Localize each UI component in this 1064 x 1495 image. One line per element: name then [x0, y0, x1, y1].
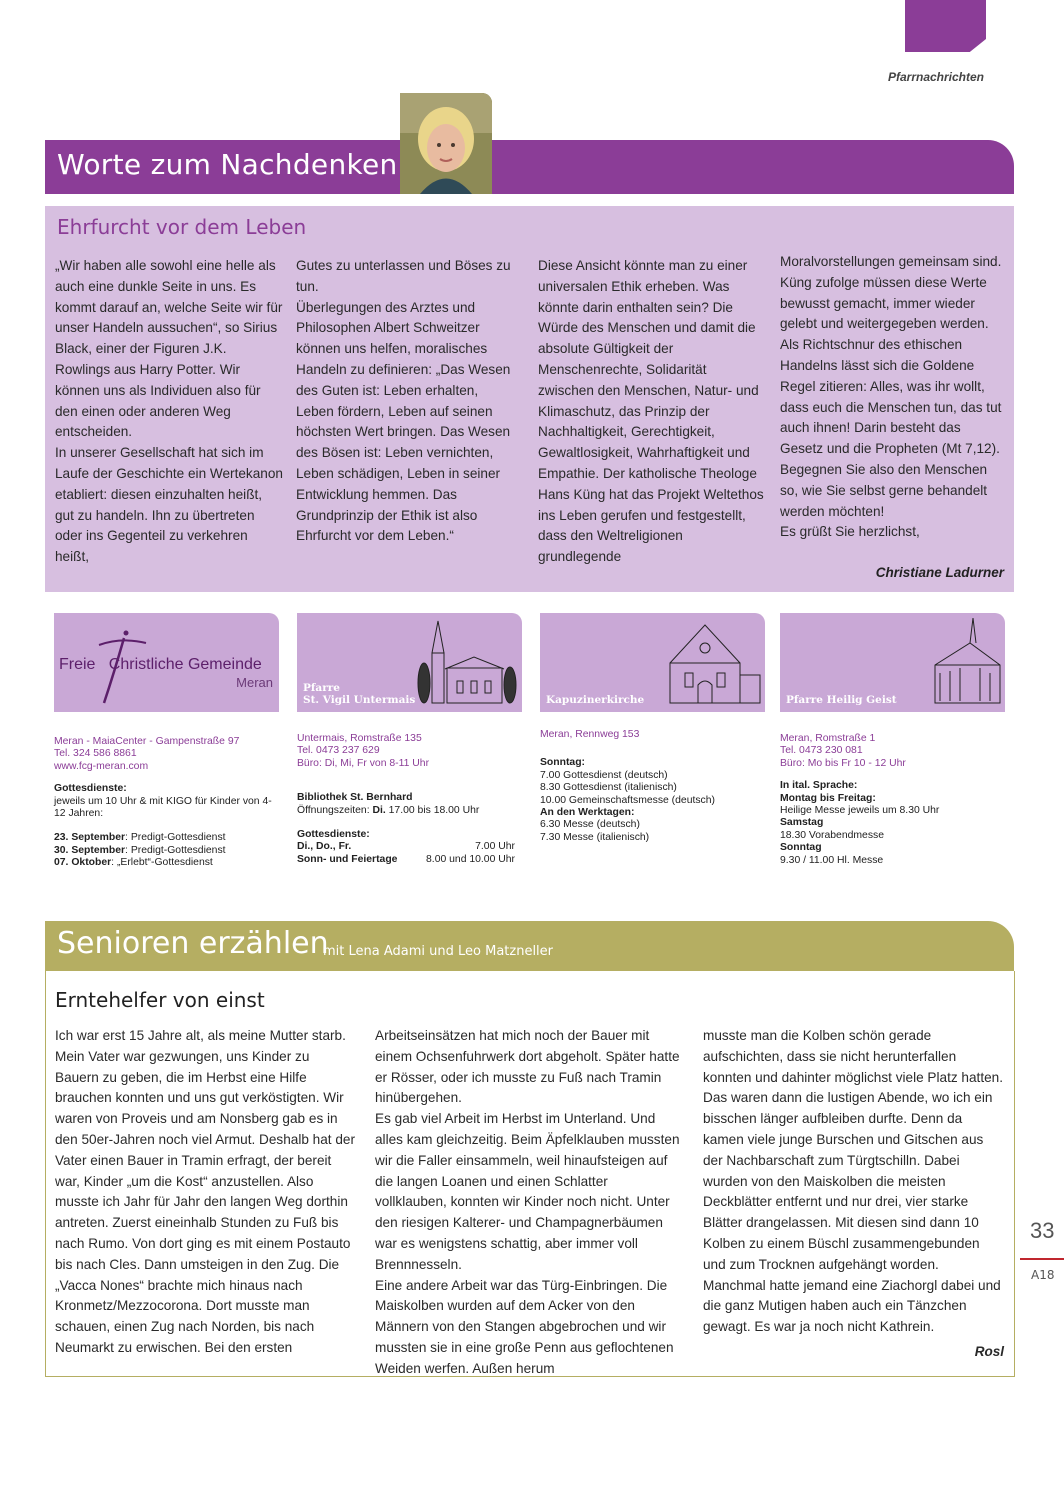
- page-code: A18: [1031, 1268, 1055, 1282]
- senioren-header-band: [45, 921, 1014, 971]
- phone: Tel. 324 586 8861: [54, 748, 137, 760]
- text: Heilige Messe jeweils um 8.30 Uhr: [780, 805, 940, 817]
- logo-word: Christliche: [108, 656, 184, 673]
- senioren-with: mit Lena Adami und Leo Matzneller: [323, 944, 554, 959]
- senioren-column-2: [375, 1026, 683, 1380]
- paragraph: Überlegungen des Arztes und Philosophen Albert Schweitzer können uns helfen, moralisches Handeln zu definieren: „Das Wesen des Guten ist: Leben erhalten, Leben fördern, Leben auf seinen höchsten Wert bringen. Das Wesen des Bösen ist: Leben vernichten, Leben schädigen, Leben in seiner Entwicklung hemmen. Das Grundprinzip der Ethik ist also Ehrfurcht vor dem Leben.“: [296, 299, 511, 544]
- senioren-column-1: [55, 1026, 355, 1359]
- paragraph: In unserer Gesellschaft hat sich im Laufe der Geschichte ein Wertekanon etabliert: diesen einzuhalten heißt, gut zu handeln. Ihn zu übertreten oder ins Gegenteil zu verkehren heißt,: [55, 445, 283, 565]
- senioren-column-3: [703, 1026, 1005, 1338]
- paragraph: Es gab viel Arbeit im Herbst im Unterland. Und alles kam gleichzeitig. Beim Äpfelklauben mussten wir die Faller einsammeln, weil hinaufsteigen auf die langen Loanen und einen Schlatter vollklauben, konnten wir Kinder noch nicht. Unter den riesigen Kalterer- und Champagnerbäumen war es wenigstens schattig, aber immer voll Brennnesseln.: [375, 1111, 680, 1272]
- paragraph: „Wir haben alle sowohl eine helle als auch eine dunkle Seite in uns. Es kommt darauf an, welche Seite wir für unser Handeln aussuchen“, so Sirius Black, einer der Figuren J.K. Rowlings aus Harry Potter. Wir können uns als Individuen also für den einen oder anderen Weg entscheiden.: [55, 258, 283, 440]
- paragraph: Arbeitseinsätzen hat mich noch der Bauer mit einem Ochsenfuhrwerk dort abgeholt. Später hatte er Rösser, oder ich musste zu Fuß nach Tramin hinübergehen.: [375, 1028, 680, 1106]
- church-name-line: Pfarre: [303, 682, 340, 694]
- section-tab: [905, 0, 986, 52]
- senioren-signature: Rosl: [974, 1344, 1004, 1359]
- text: Öffnungszeiten: Di. 17.00 bis 18.00 Uhr: [297, 804, 480, 816]
- page-number: 33: [1030, 1218, 1055, 1243]
- church-name: [303, 682, 415, 706]
- worte-column-2: [296, 256, 518, 547]
- church-name-line: St. Vigil Untermais: [303, 694, 416, 706]
- senioren-title: Senioren erzählen: [57, 926, 329, 961]
- church-name: Kapuzinerkirche: [546, 694, 645, 706]
- heiliggeist-info: [780, 733, 1005, 867]
- paragraph: Moralvorstellungen gemeinsam sind. Küng zufolge müssen diese Werte bewusst gemacht, immer wieder gelebt und weitergegeben werden. Als Richtschnur des ethischen Handelns lässt sich die Goldene Regel zitieren: Alles, was ihr wollt, dass euch die Menschen tun, das tut auch ihnen! Darin besteht das Gesetz und die Propheten (Mt 7,12).: [780, 254, 1002, 457]
- vigil-card: [297, 613, 522, 712]
- section-label: Pfarrnachrichten: [887, 70, 984, 84]
- paragraph: Gutes zu unterlassen und Böses zu tun.: [296, 258, 511, 294]
- church-name: Pfarre Heilig Geist: [786, 694, 897, 706]
- address: Meran, Romstraße 1: [780, 733, 876, 744]
- logo-word: Gemeinde: [187, 656, 262, 673]
- date-row: 23. September: Predigt-Gottesdienst: [54, 832, 226, 844]
- text: 9.30 / 11.00 Hl. Messe: [780, 854, 884, 866]
- address: Meran - MaiaCenter - Gampenstraße 97: [54, 736, 240, 747]
- logo-city: Meran: [236, 675, 273, 690]
- senioren-body: [45, 971, 1015, 1377]
- heading: Gottesdienste:: [297, 829, 370, 841]
- paragraph: Eine andere Arbeit war das Türg-Einbringen. Die Maiskolben wurden auf dem Acker von den Männern von den Stangen abgebrochen und wir mussten sie in eine große Penn aus geflochtenen Weiden werfen. Außen herum: [375, 1277, 674, 1376]
- author-photo: [400, 93, 492, 194]
- kapuziner-card: [540, 613, 765, 712]
- worte-signature: Christiane Ladurner: [875, 565, 1004, 580]
- address: Untermais, Romstraße 135: [297, 733, 422, 744]
- paragraph: Das waren dann die lustigen Abende, wo ich ein bisschen länger aufbleiben durfte. Denn da kamen viele junge Burschen und Gitschen aus der Nachbarschaft zum Türgtschilln. Dabei wurden von den Maiskolben die meisten Deckblätter entfernt und nur drei, vier starke Blätter drangelassen. Mit diesen sind dann 10 Kolben zu einem Büschl zusammengebunden und zum Trocknen aufgehängt worden. Manchmal hatte jemand eine Ziachorgl dabei und die ganz Mutigen haben auch ein Tänzchen gewagt. Es war ja noch nicht Kathrein.: [703, 1090, 1001, 1335]
- paragraph: musste man die Kolben schön gerade aufschichten, dass sie nicht herunterfallen konnten und dahinter möglichst viele Platz hatten.: [703, 1028, 1004, 1085]
- text: jeweils um 10 Uhr & mit KIGO für Kinder von 4-12 Jahren:: [54, 795, 272, 820]
- website-link[interactable]: www.fcg-meran.com: [54, 760, 149, 772]
- page-number-divider: [1020, 1258, 1064, 1260]
- heading: Gottesdienste:: [54, 783, 127, 795]
- text: 6.30 Messe (deutsch): [540, 819, 640, 831]
- heading: Montag bis Freitag:: [780, 792, 876, 804]
- paragraph: Diese Ansicht könnte man zu einer universalen Ethik erheben. Was könnte darin enthalten sein? Die Würde des Menschen und damit die absolute Gültigkeit der Menschenrechte, Solidarität zwischen den Menschen, Natur- und Klimaschutz, das Prinzip der Nachhaltigkeit, Gerechtigkeit, Gewaltlosigkeit, Wahrhaftigkeit und Empathie. Der katholische Theologe Hans Küng hat das Projekt Weltethos ins Leben gerufen und festgestellt, dass den Weltreligionen grundlegende: [538, 258, 764, 565]
- date-row: 30. September: Predigt-Gottesdienst: [54, 844, 226, 856]
- text: 7.30 Messe (italienisch): [540, 831, 650, 843]
- office-hours: Büro: Di, Mi, Fr von 8-11 Uhr: [297, 757, 430, 769]
- worte-column-4: [780, 252, 1002, 543]
- worte-header-band: [45, 140, 1014, 194]
- heading: In ital. Sprache:: [780, 780, 858, 792]
- heiliggeist-card: [780, 613, 1005, 712]
- paragraph: Es grüßt Sie herzlichst,: [780, 524, 920, 540]
- schedule-row: Di., Do., Fr. 7.00 Uhr: [297, 841, 515, 853]
- heading: Sonntag: [780, 842, 822, 854]
- logo-word: Freie: [59, 656, 96, 673]
- office-hours: Büro: Mo bis Fr 10 - 12 Uhr: [780, 757, 906, 769]
- fcg-info: [54, 736, 282, 870]
- phone: Tel. 0473 230 081: [780, 745, 863, 757]
- heading: Samstag: [780, 817, 824, 829]
- worte-column-3: [538, 256, 764, 568]
- heading: Sonntag:: [540, 757, 586, 769]
- date-row: 07. Oktober: „Erlebt“-Gottesdienst: [54, 857, 213, 869]
- text: 18.30 Vorabendmesse: [780, 829, 884, 841]
- text: 10.00 Gemeinschaftsmesse (deutsch): [540, 794, 715, 806]
- senioren-subtitle: Erntehelfer von einst: [55, 988, 265, 1012]
- schedule-row: Sonn- und Feiertage 8.00 und 10.00 Uhr: [297, 853, 515, 865]
- heading: Bibliothek St. Bernhard: [297, 792, 413, 804]
- text: 7.00 Gottesdienst (deutsch): [540, 769, 668, 781]
- paragraph: Ich war erst 15 Jahre alt, als meine Mutter starb. Mein Vater war gezwungen, uns Kinder zu Bauern zu geben, die im Herbst eine Hilfe brauchen konnten und uns gut verköstigten. Wir waren von Proveis und am Nonsberg gab es in den 50er-Jahren noch viel Armut. Deshalb hat der Vater einen Bauer in Tramin erfragt, der bereit war, Kinder „um die Kost“ anzustellen. Also musste ich Jahr für Jahr den langen Weg dorthin antreten. Zuerst eineinhalb Stunden zu Fuß bis nach Rumo. Von dort ging es mit einem Postauto bis nach Cles. Dann umsteigen in den Zug. Die „Vacca Nones“ brachte mich hinaus nach Kronmetz/Mezzocorona. Dort musste man schauen, einen Zug nach Norden, bis nach Neumarkt zu erwischen. Bei den ersten: [55, 1028, 355, 1355]
- worte-column-1: [55, 256, 283, 568]
- kapuziner-info: [540, 729, 765, 844]
- text: 8.30 Gottesdienst (italienisch): [540, 782, 677, 794]
- vigil-info: [297, 733, 515, 866]
- address: Meran, Rennweg 153: [540, 729, 640, 740]
- fcg-logo-card: [54, 613, 279, 712]
- worte-subtitle: Ehrfurcht vor dem Leben: [57, 215, 307, 239]
- heading: An den Werktagen:: [540, 807, 635, 819]
- phone: Tel. 0473 237 629: [297, 745, 380, 757]
- worte-body: [45, 206, 1014, 592]
- paragraph: Begegnen Sie also den Menschen so, wie Sie selbst gerne behandelt werden möchten!: [780, 461, 988, 519]
- worte-title: Worte zum Nachdenken: [57, 148, 398, 181]
